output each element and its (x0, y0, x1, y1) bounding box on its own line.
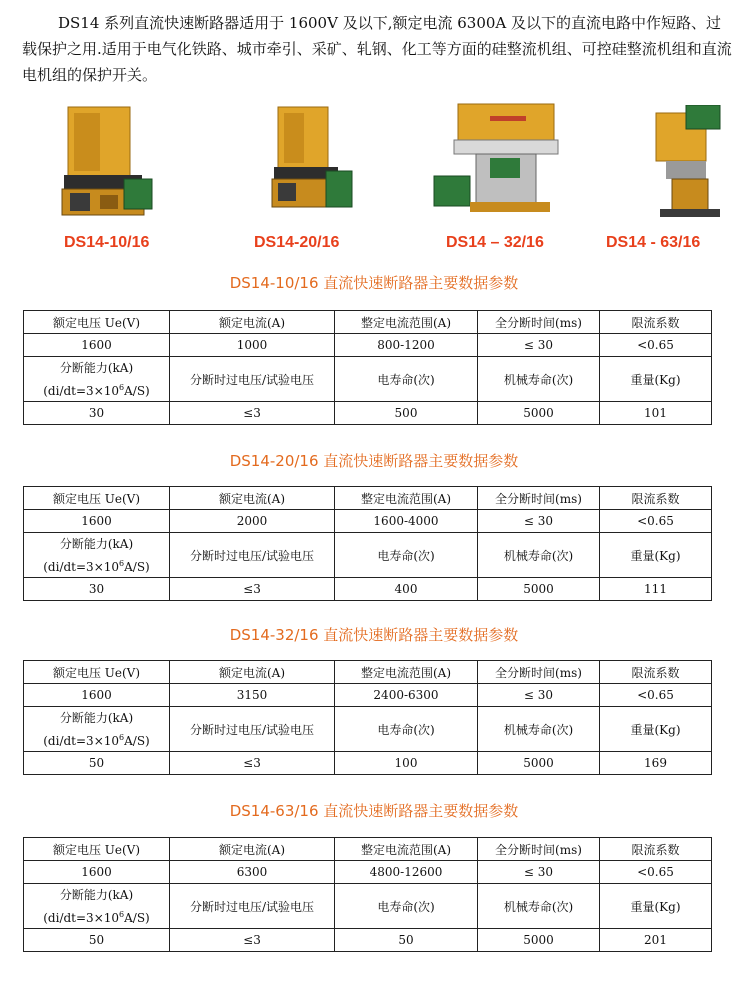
header-limit-coeff: 限流系数 (600, 311, 712, 334)
header-rated-current: 额定电流(A) (170, 838, 335, 861)
breaking-capacity-line2: $(di/dt=3\times 10^6A/S)$ (43, 732, 150, 748)
value-row (24, 684, 712, 707)
value-row-2 (24, 929, 712, 952)
header-overvoltage: 分断时过电压/试验电压 (170, 884, 335, 929)
value-overvoltage: ≤3 (170, 402, 335, 425)
value-mechanical-life: 5000 (478, 578, 600, 601)
value-setting-range: 800-1200 (335, 334, 478, 357)
header-limit-coeff: 限流系数 (600, 487, 712, 510)
section-title-ds14-63: DS14-63/16 直流快速断路器主要数据参数 (229, 802, 519, 820)
value-electrical-life: 50 (335, 929, 478, 952)
breaking-capacity-line1: 分断能力(kA) (59, 710, 134, 725)
product-image-ds14-20 (270, 105, 360, 220)
value-weight: 169 (600, 752, 712, 775)
header-rated-current: 额定电流(A) (170, 487, 335, 510)
value-row (24, 334, 712, 357)
value-electrical-life: 100 (335, 752, 478, 775)
header-row (24, 311, 712, 334)
header-weight: 重量(Kg) (600, 533, 712, 578)
header-row-2 (24, 533, 712, 578)
header-weight: 重量(Kg) (600, 357, 712, 402)
value-mechanical-life: 5000 (478, 929, 600, 952)
header-row-2 (24, 884, 712, 929)
value-row (24, 510, 712, 533)
spec-table-ds14-63 (23, 837, 712, 952)
header-rated-voltage: 额定电压 Ue(V) (24, 311, 170, 334)
value-breaking-capacity: 50 (24, 929, 170, 952)
breaking-capacity-line1: 分断能力(kA) (59, 536, 134, 551)
header-break-time: 全分断时间(ms) (478, 838, 600, 861)
value-limit-coeff: <0.65 (600, 684, 712, 707)
product-image-ds14-32 (420, 102, 560, 222)
header-rated-voltage: 额定电压 Ue(V) (24, 838, 170, 861)
header-breaking-capacity (24, 357, 170, 402)
value-rated-voltage: 1600 (24, 510, 170, 533)
header-mechanical-life: 机械寿命(次) (478, 884, 600, 929)
product-caption-ds14-63: DS14 - 63/16 (606, 234, 701, 251)
breaking-capacity-line1: 分断能力(kA) (59, 887, 134, 902)
header-mechanical-life: 机械寿命(次) (478, 533, 600, 578)
header-overvoltage: 分断时过电压/试验电压 (170, 533, 335, 578)
header-row (24, 838, 712, 861)
header-break-time: 全分断时间(ms) (478, 311, 600, 334)
header-electrical-life: 电寿命(次) (335, 533, 478, 578)
header-electrical-life: 电寿命(次) (335, 357, 478, 402)
value-breaking-capacity: 30 (24, 402, 170, 425)
product-caption-ds14-20: DS14-20/16 (254, 234, 340, 251)
header-electrical-life: 电寿命(次) (335, 707, 478, 752)
section-title-ds14-10: DS14-10/16 直流快速断路器主要数据参数 (229, 274, 519, 292)
header-overvoltage: 分断时过电压/试验电压 (170, 357, 335, 402)
value-mechanical-life: 5000 (478, 402, 600, 425)
value-row-2 (24, 402, 712, 425)
header-row-2 (24, 357, 712, 402)
section-title-ds14-32: DS14-32/16 直流快速断路器主要数据参数 (229, 626, 519, 644)
value-overvoltage: ≤3 (170, 929, 335, 952)
value-break-time: ≤ 30 (478, 510, 600, 533)
value-row-2 (24, 578, 712, 601)
value-weight: 111 (600, 578, 712, 601)
value-breaking-capacity: 30 (24, 578, 170, 601)
header-row-2 (24, 707, 712, 752)
intro-paragraph: DS14 系列直流快速断路器适用于 1600V 及以下,额定电流 6300A 及以下的直流电路中作短路、过载保护之用.适用于电气化铁路、城市牵引、采矿、轧钢、化工等方面的硅整流机组、可控硅整流机组和直流电机组的保护开关。 (22, 14, 732, 84)
value-setting-range: 4800-12600 (335, 861, 478, 884)
value-electrical-life: 500 (335, 402, 478, 425)
header-break-time: 全分断时间(ms) (478, 487, 600, 510)
header-electrical-life: 电寿命(次) (335, 884, 478, 929)
spec-table-ds14-10 (23, 310, 712, 425)
spec-table-ds14-20 (23, 486, 712, 601)
value-rated-current: 1000 (170, 334, 335, 357)
header-setting-range: 整定电流范围(A) (335, 838, 478, 861)
header-break-time: 全分断时间(ms) (478, 661, 600, 684)
header-row (24, 661, 712, 684)
header-rated-voltage: 额定电压 Ue(V) (24, 487, 170, 510)
value-rated-current: 3150 (170, 684, 335, 707)
header-breaking-capacity (24, 884, 170, 929)
header-row (24, 487, 712, 510)
breaking-capacity-line1: 分断能力(kA) (59, 360, 134, 375)
breaking-capacity-line2: $(di/dt=3\times 10^6A/S)$ (43, 909, 150, 925)
product-caption-ds14-32: DS14 – 32/16 (446, 234, 544, 251)
breaking-capacity-line2: $(di/dt=3\times 10^6A/S)$ (43, 558, 150, 574)
product-caption-ds14-10: DS14-10/16 (64, 234, 150, 251)
value-rated-voltage: 1600 (24, 334, 170, 357)
header-weight: 重量(Kg) (600, 707, 712, 752)
header-setting-range: 整定电流范围(A) (335, 487, 478, 510)
breaking-capacity-line2: $(di/dt=3\times 10^6A/S)$ (43, 382, 150, 398)
header-rated-current: 额定电流(A) (170, 311, 335, 334)
header-setting-range: 整定电流范围(A) (335, 311, 478, 334)
section-title-ds14-20: DS14-20/16 直流快速断路器主要数据参数 (229, 452, 519, 470)
value-break-time: ≤ 30 (478, 684, 600, 707)
value-breaking-capacity: 50 (24, 752, 170, 775)
value-limit-coeff: <0.65 (600, 861, 712, 884)
header-weight: 重量(Kg) (600, 884, 712, 929)
product-gallery (0, 100, 748, 260)
value-setting-range: 1600-4000 (335, 510, 478, 533)
value-break-time: ≤ 30 (478, 334, 600, 357)
header-limit-coeff: 限流系数 (600, 661, 712, 684)
product-image-ds14-10 (60, 105, 160, 225)
spec-table-ds14-32 (23, 660, 712, 775)
value-mechanical-life: 5000 (478, 752, 600, 775)
header-setting-range: 整定电流范围(A) (335, 661, 478, 684)
value-row-2 (24, 752, 712, 775)
value-limit-coeff: <0.65 (600, 334, 712, 357)
header-breaking-capacity (24, 707, 170, 752)
header-rated-current: 额定电流(A) (170, 661, 335, 684)
value-weight: 201 (600, 929, 712, 952)
value-rated-current: 6300 (170, 861, 335, 884)
header-limit-coeff: 限流系数 (600, 838, 712, 861)
value-rated-voltage: 1600 (24, 684, 170, 707)
value-limit-coeff: <0.65 (600, 510, 712, 533)
value-setting-range: 2400-6300 (335, 684, 478, 707)
value-break-time: ≤ 30 (478, 861, 600, 884)
header-breaking-capacity (24, 533, 170, 578)
value-electrical-life: 400 (335, 578, 478, 601)
value-rated-current: 2000 (170, 510, 335, 533)
value-weight: 101 (600, 402, 712, 425)
header-rated-voltage: 额定电压 Ue(V) (24, 661, 170, 684)
header-mechanical-life: 机械寿命(次) (478, 707, 600, 752)
product-image-ds14-63 (652, 105, 742, 225)
value-rated-voltage: 1600 (24, 861, 170, 884)
header-overvoltage: 分断时过电压/试验电压 (170, 707, 335, 752)
header-mechanical-life: 机械寿命(次) (478, 357, 600, 402)
value-overvoltage: ≤3 (170, 752, 335, 775)
value-row (24, 861, 712, 884)
value-overvoltage: ≤3 (170, 578, 335, 601)
